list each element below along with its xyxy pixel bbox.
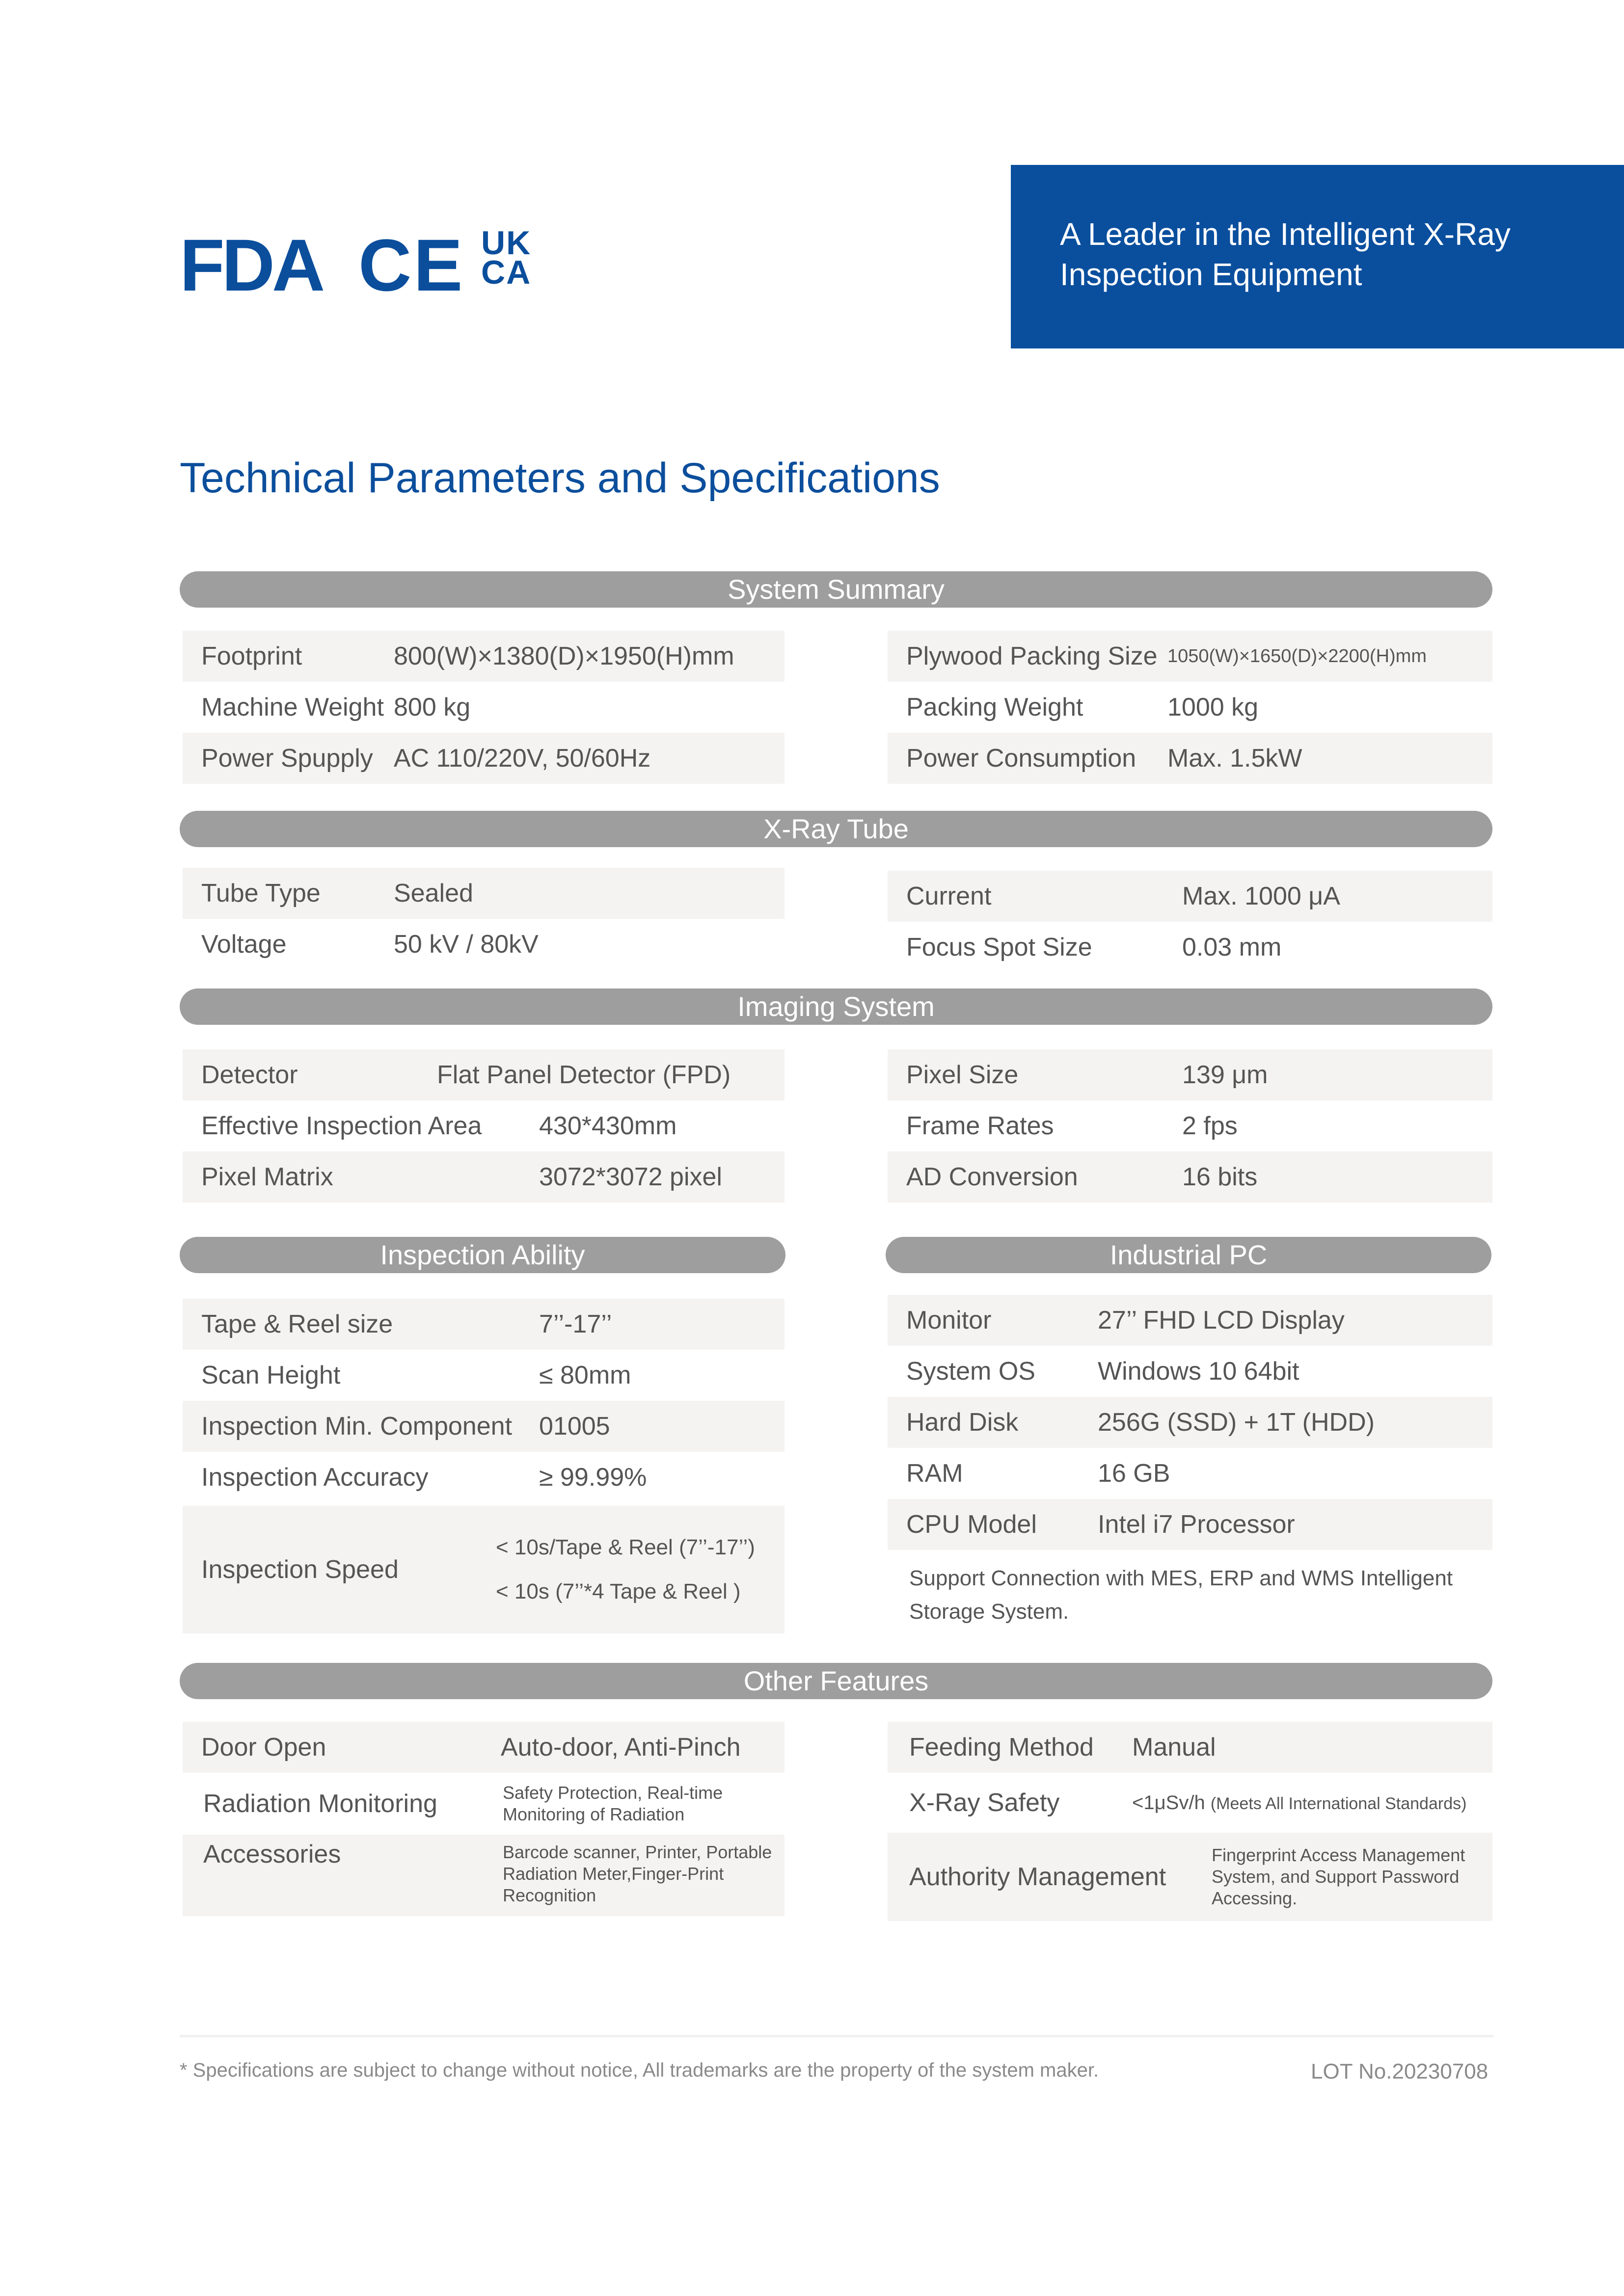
section-header-imaging-system: Imaging System [180, 988, 1492, 1025]
spec-label: Feeding Method [909, 1733, 1094, 1762]
spec-value: Flat Panel Detector (FPD) [437, 1061, 731, 1089]
spec-label: Hard Disk [906, 1408, 1019, 1437]
radiation-monitoring-line1: Safety Protection, Real-time [503, 1783, 723, 1803]
spec-value: AC 110/220V, 50/60Hz [394, 744, 651, 773]
spec-row [183, 1835, 785, 1916]
system-summary-right [888, 631, 1492, 784]
footer-disclaimer: * Specifications are subject to change without notice, All trademarks are the property of the system maker. [180, 2059, 1099, 2081]
section-header-inspection-ability: Inspection Ability [180, 1237, 785, 1273]
spec-value: 7’’-17’’ [539, 1310, 612, 1338]
spec-value: 16 bits [1182, 1163, 1258, 1191]
section-header-industrial-pc: Industrial PC [886, 1237, 1491, 1273]
spec-label: Inspection Speed [201, 1555, 399, 1584]
fda-logo: FDA [180, 224, 323, 306]
spec-label: Scan Height [201, 1361, 341, 1389]
spec-label: Pixel Matrix [201, 1163, 333, 1191]
spec-label: Packing Weight [906, 693, 1083, 721]
spec-row [888, 1833, 1492, 1921]
spec-label: Frame Rates [906, 1112, 1054, 1140]
spec-value [503, 1782, 723, 1825]
spec-label: Accessories [203, 1840, 341, 1869]
spec-label: Tube Type [201, 879, 321, 908]
spec-value: 01005 [539, 1412, 610, 1441]
spec-label: Radiation Monitoring [203, 1789, 437, 1818]
spec-label: Authority Management [909, 1863, 1166, 1891]
section-header-system-summary: System Summary [180, 571, 1492, 608]
spec-row-inspection-speed [183, 1506, 785, 1633]
spec-value: Manual [1132, 1733, 1216, 1762]
spec-label: Current [906, 882, 992, 910]
system-summary-left [183, 631, 785, 784]
spec-label: Inspection Accuracy [201, 1463, 429, 1492]
spec-value: 800 kg [394, 693, 471, 721]
spec-row [888, 1100, 1492, 1151]
spec-row [183, 868, 785, 919]
authority-line1: Fingerprint Access Management [1212, 1845, 1465, 1865]
header-banner [1011, 165, 1624, 348]
spec-value: 27’’ FHD LCD Display [1098, 1306, 1345, 1335]
accessories-line3: Recognition [503, 1885, 596, 1905]
spec-row [183, 733, 785, 784]
spec-value: 430*430mm [539, 1112, 677, 1140]
spec-value: Intel i7 Processor [1098, 1510, 1295, 1539]
spec-label: Inspection Min. Component [201, 1412, 513, 1441]
accessories-line2: Radiation Meter,Finger-Print [503, 1864, 724, 1884]
section-header-other-features: Other Features [180, 1663, 1492, 1699]
spec-row [888, 871, 1492, 922]
spec-row [183, 631, 785, 682]
spec-label: Plywood Packing Size [906, 642, 1158, 670]
spec-value: ≤ 80mm [539, 1361, 631, 1389]
spec-row [183, 1049, 785, 1100]
industrial-pc-note [888, 1550, 1492, 1629]
spec-value [1212, 1844, 1465, 1909]
spec-label: Focus Spot Size [906, 933, 1092, 961]
spec-row [888, 1151, 1492, 1202]
spec-label: Power Spupply [201, 744, 373, 773]
spec-row [183, 1299, 785, 1350]
spec-value: 50 kV / 80kV [394, 930, 539, 959]
spec-label: AD Conversion [906, 1163, 1078, 1191]
spec-row [888, 682, 1492, 733]
spec-label: RAM [906, 1459, 963, 1488]
imaging-system-right [888, 1049, 1492, 1202]
ukca-logo [481, 224, 532, 291]
spec-value: Auto-door, Anti-Pinch [501, 1733, 741, 1762]
spec-label: Footprint [201, 642, 302, 670]
banner-line2: Inspection Equipment [1060, 257, 1362, 292]
spec-row [183, 682, 785, 733]
ukca-logo-line1: UK [481, 224, 532, 262]
spec-row [888, 1499, 1492, 1550]
spec-row [888, 1397, 1492, 1448]
inspection-speed-line1: < 10s/Tape & Reel (7’’-17’’) [496, 1535, 755, 1559]
spec-label: Detector [201, 1061, 298, 1089]
industrial-pc-table [888, 1295, 1492, 1629]
inspection-speed-line2: < 10s (7’’*4 Tape & Reel ) [496, 1579, 741, 1603]
spec-value: 800(W)×1380(D)×1950(H)mm [394, 642, 734, 670]
spec-row [183, 1100, 785, 1151]
authority-line3: Accessing. [1212, 1888, 1298, 1908]
accessories-line1: Barcode scanner, Printer, Portable [503, 1842, 772, 1862]
spec-row [888, 922, 1492, 973]
ce-logo: CE [358, 224, 465, 306]
lot-number: LOT No.20230708 [1311, 2059, 1489, 2083]
spec-value [496, 1525, 755, 1614]
spec-value: Sealed [394, 879, 473, 908]
spec-label: Tape & Reel size [201, 1310, 393, 1338]
spec-label: Machine Weight [201, 693, 384, 721]
spec-row [888, 1773, 1492, 1833]
spec-value: 1050(W)×1650(D)×2200(H)mm [1167, 645, 1427, 667]
spec-value: 256G (SSD) + 1T (HDD) [1098, 1408, 1375, 1437]
spec-row [888, 1049, 1492, 1100]
spec-row [888, 631, 1492, 682]
spec-value: 3072*3072 pixel [539, 1163, 722, 1191]
other-features-left [183, 1722, 785, 1916]
imaging-system-left [183, 1049, 785, 1202]
spec-value [503, 1840, 772, 1906]
spec-row [183, 1452, 785, 1503]
spec-row [183, 1773, 785, 1835]
spec-row [183, 1722, 785, 1773]
industrial-pc-note-line1: Support Connection with MES, ERP and WMS Intelligent [909, 1566, 1453, 1590]
spec-label: X-Ray Safety [909, 1789, 1060, 1817]
banner-line1: A Leader in the Intelligent X-Ray [1060, 216, 1511, 252]
inspection-ability-table [183, 1299, 785, 1633]
ukca-logo-line2: CA [481, 254, 532, 291]
spec-row [888, 1722, 1492, 1773]
spec-value: Max. 1000 μA [1182, 882, 1340, 910]
spec-value: Windows 10 64bit [1098, 1357, 1299, 1386]
spec-value: ≥ 99.99% [539, 1463, 647, 1492]
spec-row [183, 919, 785, 970]
spec-row [888, 1295, 1492, 1346]
spec-value: 2 fps [1182, 1112, 1238, 1140]
section-header-xray-tube: X-Ray Tube [180, 811, 1492, 847]
spec-row [888, 733, 1492, 784]
industrial-pc-note-line2: Storage System. [909, 1600, 1069, 1624]
spec-row [888, 1448, 1492, 1499]
xray-tube-left [183, 868, 785, 970]
spec-value: 0.03 mm [1182, 933, 1282, 961]
other-features-right [888, 1722, 1492, 1921]
spec-row [183, 1350, 785, 1401]
spec-row [183, 1401, 785, 1452]
page-title: Technical Parameters and Specifications [180, 454, 940, 502]
spec-value: 1000 kg [1167, 693, 1259, 721]
spec-row [183, 1151, 785, 1202]
footer-divider [180, 2035, 1493, 2037]
spec-value [1132, 1792, 1466, 1814]
spec-label: Monitor [906, 1306, 992, 1335]
spec-label: System OS [906, 1357, 1035, 1386]
xray-safety-value: <1μSv/h [1132, 1791, 1205, 1814]
spec-value: Max. 1.5kW [1167, 744, 1302, 773]
spec-label: Pixel Size [906, 1061, 1019, 1089]
radiation-monitoring-line2: Monitoring of Radiation [503, 1804, 685, 1824]
spec-label: Effective Inspection Area [201, 1112, 482, 1140]
spec-label: Door Open [201, 1733, 326, 1762]
spec-row [888, 1346, 1492, 1397]
spec-value: 16 GB [1098, 1459, 1170, 1488]
spec-label: Power Consumption [906, 744, 1137, 773]
xray-safety-note: (Meets All International Standards) [1210, 1794, 1467, 1813]
spec-label: Voltage [201, 930, 287, 959]
spec-label: CPU Model [906, 1510, 1037, 1539]
xray-tube-right [888, 871, 1492, 973]
authority-line2: System, and Support Password [1212, 1867, 1460, 1887]
spec-value: 139 μm [1182, 1061, 1268, 1089]
